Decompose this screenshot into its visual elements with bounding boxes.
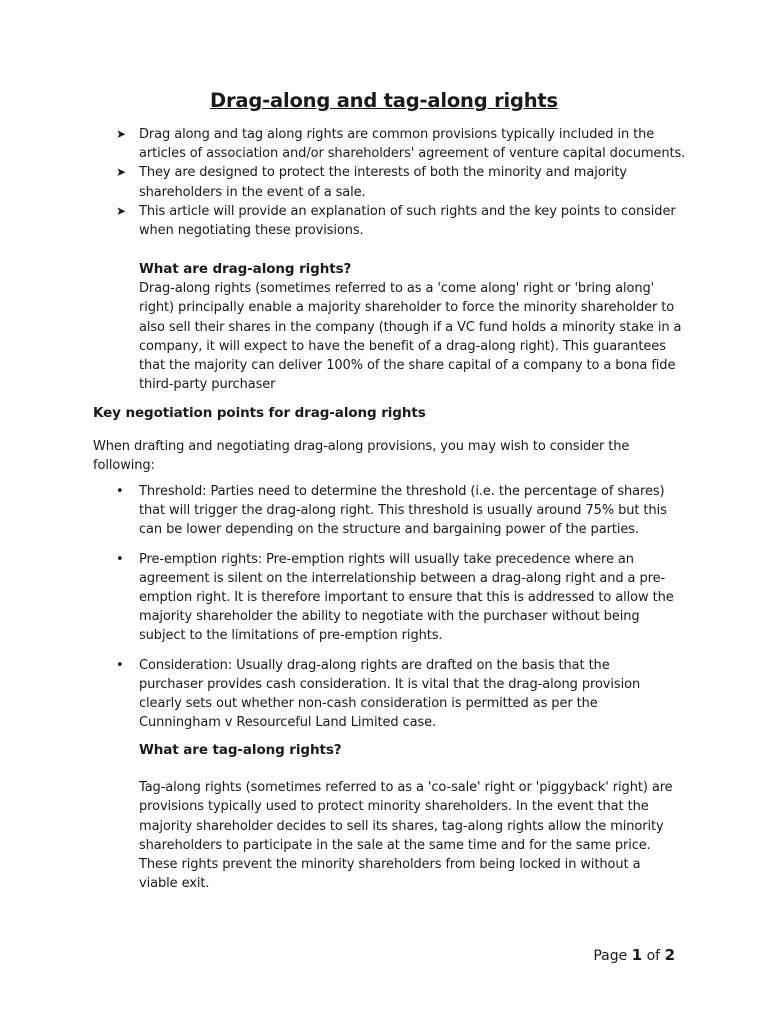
bullet-dot-icon: •	[116, 551, 124, 567]
list-item: • Threshold: Parties need to determine the threshold (i.e. the percentage of shares) that will trigger the drag-along right. This threshold is usually around 75% but this can be lower depending on the structure and bargaining power of the parties.	[116, 484, 667, 538]
tag-along-heading: What are tag-along rights?	[139, 742, 342, 758]
list-item: • Pre-emption rights: Pre-emption rights will usually take precedence where an agreement is silent on the interrelationship between a drag-along right and a pre-emption right. It is therefore important to ensure that this is addressed to allow the majority shareholder the ability to negotiate with the purchaser without being subject to the limitations of pre-emption rights.	[116, 551, 674, 644]
page-title: Drag-along and tag-along rights	[210, 89, 558, 112]
arrow-bullet-icon: ➤	[116, 127, 126, 141]
tag-along-section	[139, 741, 674, 893]
list-item: ➤ They are designed to protect the interests of both the minority and majority shareholders in the event of a sale.	[116, 165, 627, 200]
list-item: ➤ Drag along and tag along rights are common provisions typically included in the articles of association and/or shareholders' agreement of venture capital documents.	[116, 127, 686, 162]
intro-bullet-list	[116, 125, 686, 240]
arrow-bullet-icon: ➤	[116, 165, 126, 180]
bullet-dot-icon: •	[116, 484, 124, 499]
negotiation-intro: When drafting and negotiating drag-along provisions, you may wish to consider the following:	[93, 439, 630, 474]
negotiation-points-list	[116, 482, 676, 742]
drag-along-section	[139, 260, 684, 394]
arrow-bullet-icon: ➤	[116, 203, 126, 218]
list-item: ➤ This article will provide an explanation of such rights and the key points to consider when negotiating these provisions.	[116, 203, 676, 239]
drag-along-heading: What are drag-along rights?	[139, 261, 352, 277]
page-number: Page 1 of 2	[593, 946, 675, 964]
negotiation-heading: Key negotiation points for drag-along rights	[93, 405, 426, 421]
bullet-dot-icon: •	[116, 657, 124, 673]
drag-along-body: Drag-along rights (sometimes referred to as a 'come along' right or 'bring along' right) principally enable a majority shareholder to force the minority shareholder to also sell their shares in the company (though if a VC fund holds a minority stake in a company, it will expect to have the benefit of a drag-along right). This guarantees that the majority can deliver 100% of the share capital of a company to a bona fide third-party purchaser	[139, 281, 682, 393]
tag-along-body: Tag-along rights (sometimes referred to as a 'co-sale' right or 'piggyback' right) are provisions typically used to protect minority shareholders. In the event that the majority shareholder decides to sell its shares, tag-along rights allow the minority shareholders to participate in the sale at the same time and for the same price. These rights prevent the minority shareholders from being locked in without a viable exit.	[139, 780, 673, 892]
negotiation-section	[93, 404, 683, 476]
list-item: • Consideration: Usually drag-along rights are drafted on the basis that the purchaser provides cash consideration. It is vital that the drag-along provision clearly sets out whether non-cash consideration is permitted as per the Cunningham v Resourceful Land Limited case.	[116, 657, 641, 731]
